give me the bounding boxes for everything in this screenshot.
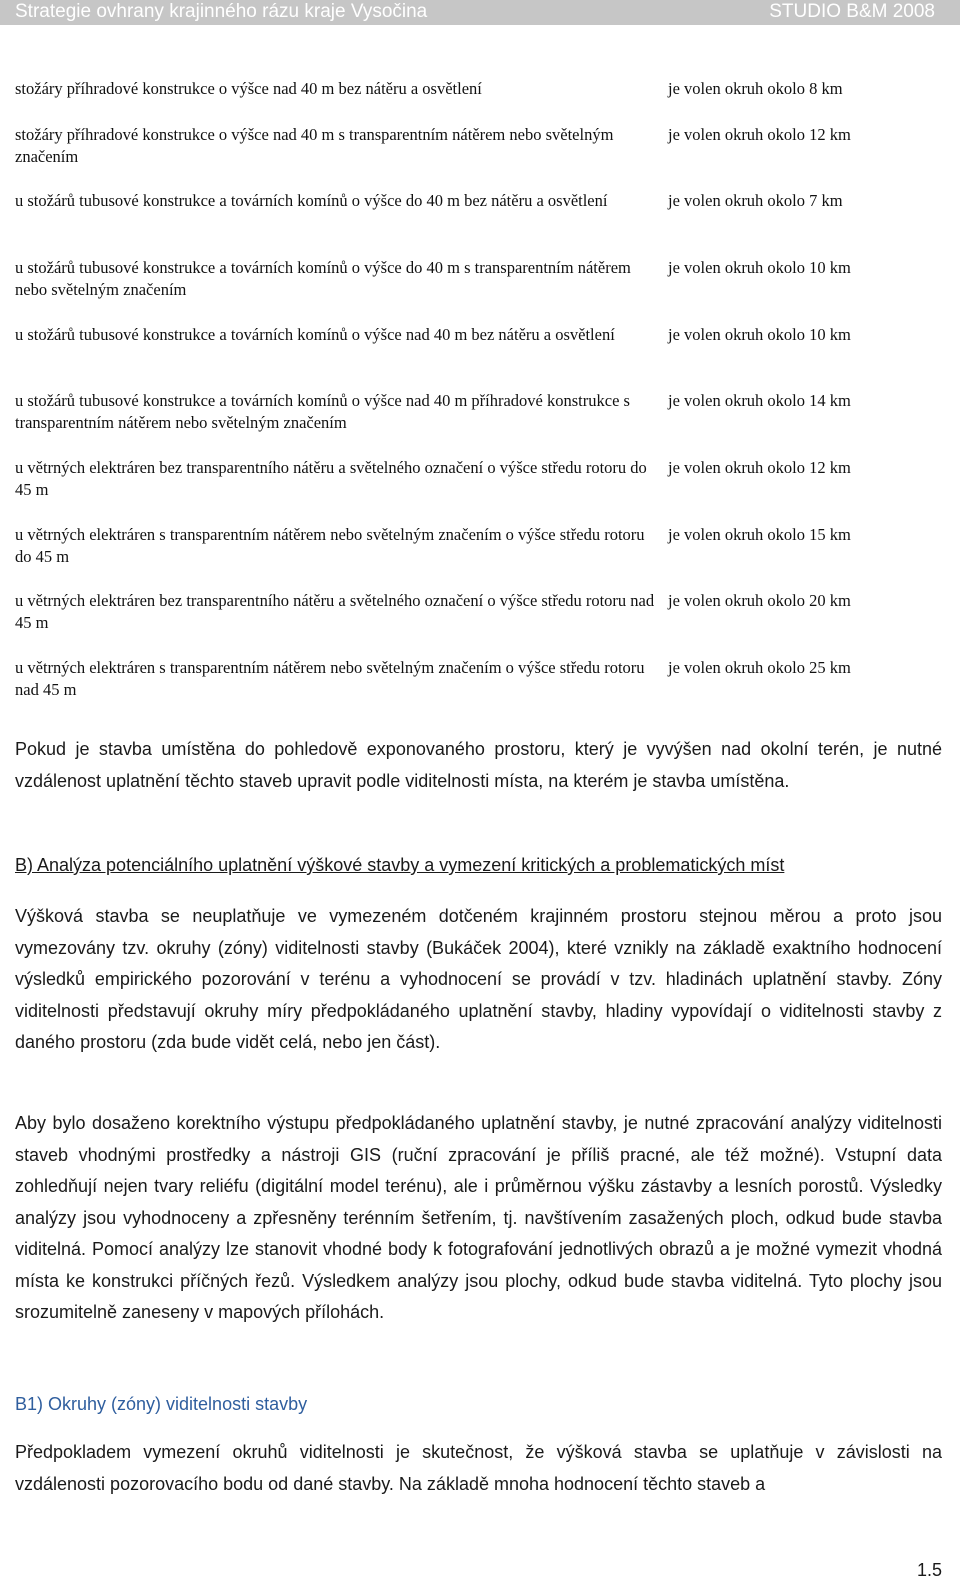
- section-heading-b: B) Analýza potenciálního uplatnění výškové stavby a vymezení kritických a problematických míst: [15, 855, 785, 875]
- page-header: [0, 0, 960, 25]
- row-description: u větrných elektráren s transparentním nátěrem nebo světelným značením o výšce středu rotoru do 45 m: [15, 525, 645, 566]
- paragraph-zone-premise: Předpokladem vymezení okruhů viditelnosti je skutečnost, že výšková stavba se uplatňuje v závislosti na vzdálenosti pozorovacího bodu od dané stavby. Na základě mnoha hodnocení těchto staveb a: [15, 1442, 942, 1494]
- paragraph-gis-analysis: Aby bylo dosaženo korektního výstupu předpokládaného uplatnění stavby, je nutné zpracování analýzy viditelnosti staveb vhodnými prostředky a nástroji GIS (ruční zpracování je příliš pracné, ale též možné). Vstupní data zohledňují nejen tvary reliéfu (digitální model terénu), ale i průměrnou výšku zástavby a lesních porostů. Výsledky analýzy jsou vyhodnoceny a zpřesněny terénním šetřením, tj. navštívením zasažených ploch, odkud bude stavba viditelná. Pomocí analýzy lze stanovit vhodné body k fotografování jednotlivých obrazů a je možné vymezit vhodná místa ke konstrukci příčných řezů. Výsledkem analýzy jsou plochy, odkud bude stavba viditelná. Tyto plochy jsou srozumitelně zaneseny v mapových přílohách.: [15, 1113, 942, 1322]
- row-description: u stožárů tubusové konstrukce a továrních komínů o výšce do 40 m bez nátěru a osvětlení: [15, 191, 608, 210]
- section-heading-b1: B1) Okruhy (zóny) viditelnosti stavby: [15, 1394, 308, 1414]
- row-range: je volen okruh okolo 7 km: [668, 191, 843, 210]
- row-range: je volen okruh okolo 10 km: [668, 325, 851, 344]
- row-range: je volen okruh okolo 10 km: [668, 258, 851, 277]
- paragraph-elevated-placement: Pokud je stavba umístěna do pohledově exponovaného prostoru, který je vyvýšen nad okolní terén, je nutné vzdálenost uplatnění těchto staveb upravit podle viditelnosti místa, na kterém je stavba umístěna.: [15, 739, 942, 791]
- row-range: je volen okruh okolo 25 km: [668, 658, 851, 677]
- row-description: u větrných elektráren bez transparentního nátěru a světelného označení o výšce středu rotoru do 45 m: [15, 458, 647, 499]
- row-description: u větrných elektráren bez transparentního nátěru a světelného označení o výšce středu rotoru nad 45 m: [15, 591, 655, 632]
- row-range: je volen okruh okolo 15 km: [668, 525, 851, 544]
- row-description: u větrných elektráren s transparentním nátěrem nebo světelným značením o výšce středu rotoru nad 45 m: [15, 658, 645, 699]
- row-range: je volen okruh okolo 20 km: [668, 591, 851, 610]
- row-description: u stožárů tubusové konstrukce a továrních komínů o výšce nad 40 m příhradové konstrukce s transparentním nátěrem nebo světelným značením: [15, 391, 630, 432]
- paragraph-visibility-zones: Výšková stavba se neuplatňuje ve vymezeném dotčeném krajinném prostoru stejnou měrou a proto jsou vymezovány tzv. okruhy (zóny) viditelnosti stavby (Bukáček 2004), které vznikly na základě exaktního hodnocení výsledků empirického pozorování v terénu a vyhodnocení se provádí v tzv. hladinách uplatnění stavby. Zóny viditelnosti představují okruhy míry předpokládaného uplatnění stavby, hladiny vypovídají o viditelnosti stavby z daného prostoru (zda bude vidět celá, nebo jen část).: [15, 906, 942, 1052]
- header-title: Strategie ovhrany krajinného rázu kraje Vysočina: [15, 1, 428, 22]
- row-range: je volen okruh okolo 14 km: [668, 391, 851, 410]
- row-range: je volen okruh okolo 12 km: [668, 125, 851, 144]
- row-description: u stožárů tubusové konstrukce a továrních komínů o výšce do 40 m s transparentním nátěrem nebo světelným značením: [15, 258, 631, 299]
- row-range: je volen okruh okolo 8 km: [668, 79, 843, 98]
- row-description: stožáry příhradové konstrukce o výšce nad 40 m bez nátěru a osvětlení: [15, 79, 482, 98]
- header-studio: STUDIO B&M 2008: [769, 1, 935, 22]
- row-description: u stožárů tubusové konstrukce a továrních komínů o výšce nad 40 m bez nátěru a osvětlení: [15, 325, 615, 344]
- row-description: stožáry příhradové konstrukce o výšce nad 40 m s transparentním nátěrem nebo světelným značením: [15, 125, 614, 166]
- page-number: 1.5: [916, 1560, 942, 1580]
- row-range: je volen okruh okolo 12 km: [668, 458, 851, 477]
